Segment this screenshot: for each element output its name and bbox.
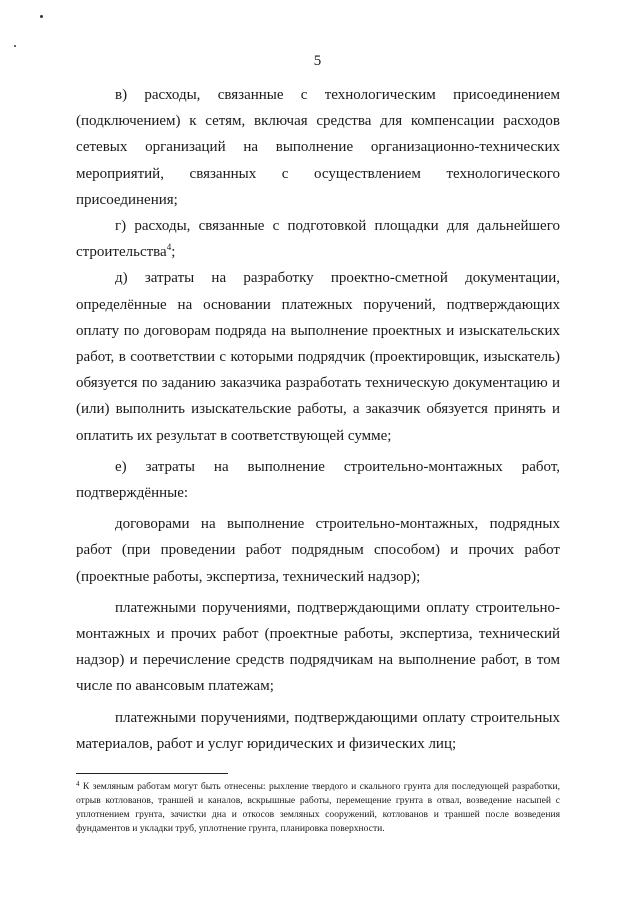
- scan-speck: [14, 45, 16, 47]
- paragraph-g: [76, 213, 560, 265]
- page-number: 5: [313, 53, 322, 69]
- paragraph-payment-orders-materials: платежными поручениями, подтверждающими оплату строительных материалов, работ и услуг юридических и физических лиц;: [76, 709, 560, 752]
- footnote-reference: 4: [166, 242, 172, 253]
- paragraph-d: д) затраты на разработку проектно-сметной документации, определённые на основании платежных поручений, подтверждающих оплату по договорам подряда на выполнение проектных и изыскательских работ, в соответствии с которыми подрядчик (проектировщик, изыскатель) обязуется по заданию заказчика разработать техническую документацию и (или) выполнить изыскательские работы, а заказчик обязуется принять и оплатить их результат в соответствующей сумме;: [76, 270, 560, 444]
- footnote-text: К земляным работам могут быть отнесены: рыхление твердого и скального грунта для последующей разработки, отрыв котлованов, траншей и каналов, вскрышные работы, перемещение грунта в отвал, возведение насыпей с уплотнением грунта, зачистки дна и откосов земляных сооружений, котлованов и траншей после возведения фундаментов и укладки труб, уплотнение грунта, планировка поверхности.: [76, 781, 560, 835]
- paragraph-payment-orders-works: платежными поручениями, подтверждающими оплату строительно-монтажных и прочих работ (проектные работы, экспертиза, технический надзор) и перечисление средств подрядчикам на выполнение работ, в том числе по авансовым платежам;: [76, 599, 560, 695]
- paragraph-g-suffix: ;: [171, 244, 176, 261]
- paragraph-contracts: договорами на выполнение строительно-монтажных, подрядных работ (при проведении работ подрядным способом) и прочих работ (проектные работы, экспертиза, технический надзор);: [76, 516, 560, 585]
- footnote-marker: 4: [76, 780, 80, 788]
- document-body: [76, 82, 560, 757]
- scan-speck: [40, 15, 43, 18]
- paragraph-g-text: г) расходы, связанные с подготовкой площадки для дальнейшего строительства: [76, 218, 560, 261]
- footnote-separator: [76, 773, 228, 774]
- paragraph-e: е) затраты на выполнение строительно-монтажных работ, подтверждённые:: [76, 458, 560, 502]
- paragraph-v: в) расходы, связанные с технологическим присоединением (подключением) к сетям, включая средства для компенсации расходов сетевых организаций на выполнение организационно-технических мероприятий, связанных с осуществлением технологического присоединения;: [76, 87, 560, 208]
- footnote: [76, 780, 560, 836]
